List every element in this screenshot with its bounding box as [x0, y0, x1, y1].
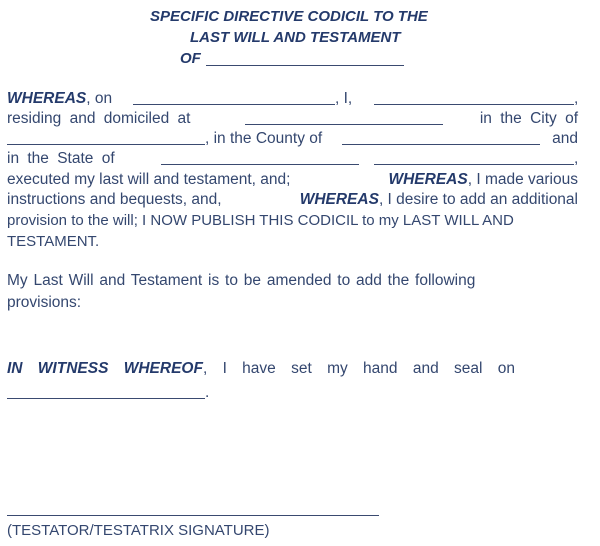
whereas-label-3: WHEREAS	[299, 191, 379, 208]
title-line-1: SPECIFIC DIRECTIVE CODICIL TO THE	[150, 8, 428, 25]
date-blank[interactable]	[133, 104, 335, 105]
whereas-line-1	[7, 90, 112, 108]
in-witness-whereof: IN WITNESS WHEREOF	[7, 360, 203, 377]
executed-text: executed my last will and testament, and;	[7, 171, 291, 188]
executed-rest	[388, 171, 578, 189]
state-blank-2[interactable]	[374, 164, 574, 165]
title-of-label: OF	[180, 50, 201, 67]
testament-line: TESTAMENT.	[7, 233, 100, 250]
state-label: in the State of	[7, 150, 115, 167]
comma-1: ,	[574, 90, 579, 107]
witness-period: .	[205, 384, 210, 401]
witness-date-blank[interactable]	[7, 398, 205, 399]
amended-line: My Last Will and Testament is to be amended to add the following	[7, 272, 476, 289]
signature-blank[interactable]	[7, 515, 379, 516]
whereas-label-2: WHEREAS	[388, 171, 468, 188]
instructions-rest	[300, 191, 578, 209]
made-various-text: , I made various	[467, 171, 578, 188]
on-label: , on	[86, 90, 113, 107]
witness-line	[7, 360, 515, 378]
city-blank[interactable]	[7, 144, 205, 145]
signature-label: (TESTATOR/TESTATRIX SIGNATURE)	[7, 522, 270, 539]
title-line-2: LAST WILL AND TESTAMENT	[190, 29, 401, 46]
provisions-line: provisions:	[7, 294, 82, 311]
instructions-text: instructions and bequests, and,	[7, 191, 222, 208]
provision-line: provision to the will; I NOW PUBLISH THIS CODICIL to my LAST WILL AND	[7, 212, 514, 229]
desire-text: , I desire to add an additional	[378, 191, 578, 208]
executed-line	[7, 171, 578, 189]
and-label: and	[552, 130, 578, 147]
county-label: , in the County of	[205, 130, 323, 147]
city-label: in the City of	[479, 110, 578, 127]
witness-rest: , I have set my hand and seal on	[202, 360, 515, 377]
address-blank[interactable]	[245, 124, 443, 125]
testator-name-blank[interactable]	[374, 104, 574, 105]
i-label: , I,	[335, 90, 353, 107]
whereas-label: WHEREAS	[7, 90, 87, 107]
name-blank[interactable]	[206, 65, 404, 66]
instructions-line	[7, 191, 578, 209]
state-blank-1[interactable]	[161, 164, 359, 165]
comma-2: ,	[574, 150, 579, 167]
county-blank[interactable]	[342, 144, 540, 145]
residing-label: residing and domiciled at	[7, 110, 191, 127]
